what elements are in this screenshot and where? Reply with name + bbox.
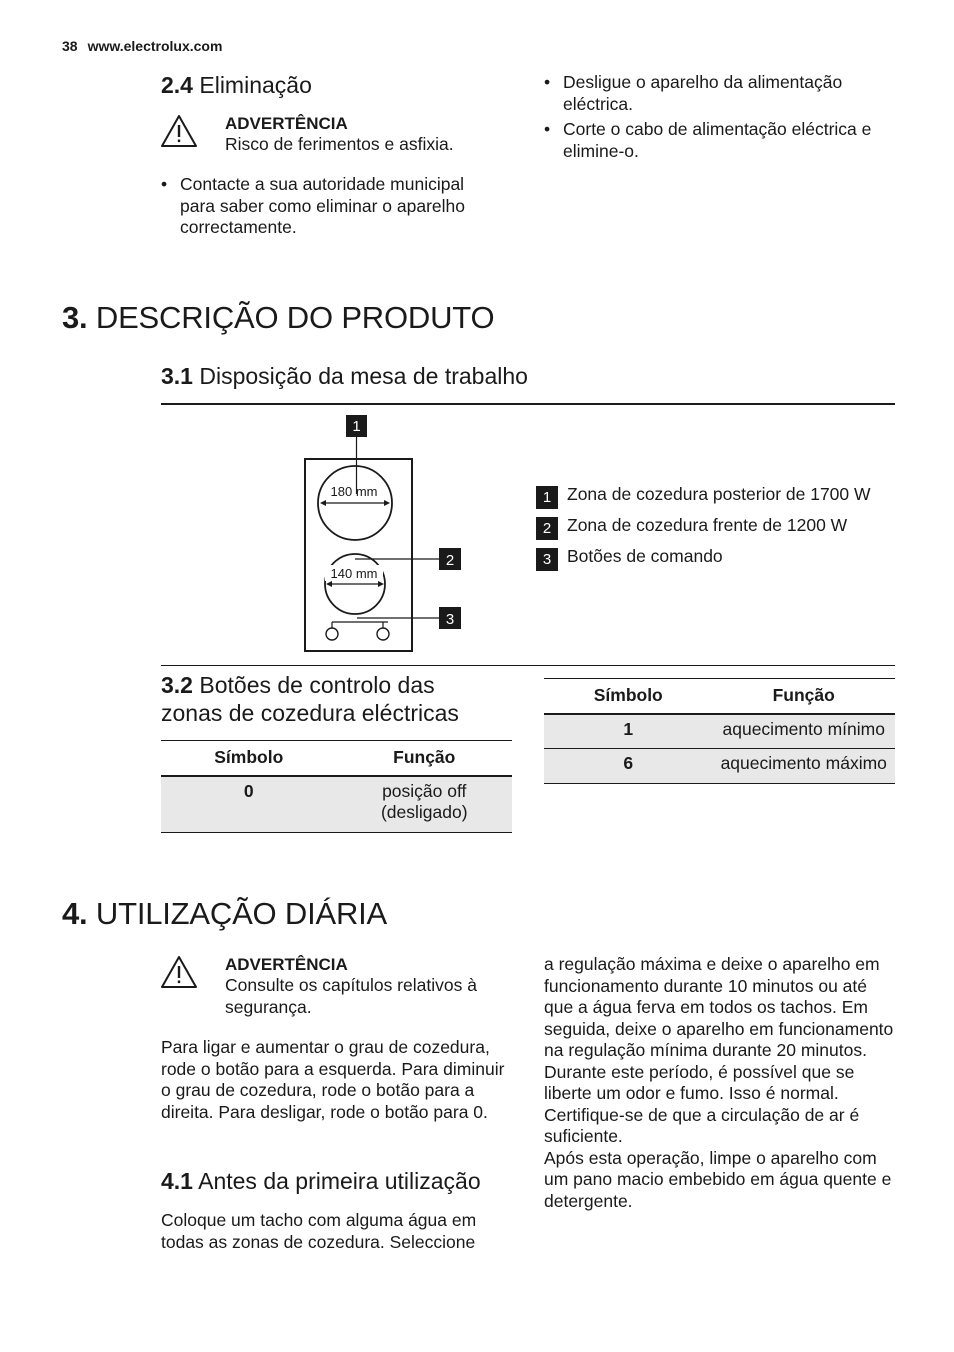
- callout-2: 2: [445, 552, 455, 569]
- warning-text: Consulte os capítulos relativos à segurança.: [225, 975, 477, 1017]
- warning-text: Risco de ferimentos e asfixia.: [225, 134, 454, 154]
- chapter-number: 4.: [62, 896, 88, 931]
- cell-function: posição off (desligado): [380, 780, 468, 822]
- table-header-row: [161, 741, 512, 776]
- section-2-4-heading: [161, 72, 312, 99]
- section-number: 4.1: [161, 1168, 193, 1194]
- callout-3: 3: [445, 611, 455, 628]
- chapter-3-heading: [62, 300, 494, 336]
- dimension-label-front: 140 mm: [330, 566, 378, 581]
- controls-table-right: [544, 678, 895, 784]
- callout-1: 1: [352, 418, 361, 435]
- cell-symbol: 1: [623, 718, 634, 739]
- intro-paragraph: Para ligar e aumentar o grau de cozedura, rode o botão para a esquerda. Para diminuir o grau de cozedura, rode o botão para a direita. Para desligar, rode o botão para 0.: [161, 1037, 505, 1122]
- warning-title: ADVERTÊNCIA: [225, 114, 348, 133]
- legend-number: 3: [536, 548, 558, 571]
- controls-table-left: [161, 740, 512, 833]
- cell-function: aquecimento máximo: [720, 753, 887, 773]
- section-4-1-heading: [161, 1168, 481, 1195]
- chapter-number: 3.: [62, 300, 88, 335]
- warning-icon: [159, 954, 199, 990]
- warning-icon: [159, 113, 199, 149]
- section-title: Disposição da mesa de trabalho: [199, 363, 528, 389]
- list-item: • Contacte a sua autoridade municipal para saber como eliminar o aparelho correctamente.: [161, 174, 501, 239]
- page-header: [62, 38, 222, 54]
- legend-item: [536, 484, 886, 509]
- page-number: 38: [62, 38, 78, 54]
- hob-diagram: [295, 412, 475, 660]
- section-number: 3.1: [161, 363, 193, 389]
- paragraph-left: Coloque um tacho com alguma água em todas as zonas de cozedura. Seleccione: [161, 1210, 477, 1252]
- paragraph-right: [544, 954, 896, 1212]
- diagram-legend: [536, 484, 886, 577]
- site-url[interactable]: www.electrolux.com: [87, 38, 223, 54]
- list-item: • Corte o cabo de alimentação eléctrica e elimine-o.: [544, 119, 899, 162]
- table-header-row: [544, 679, 895, 714]
- bullet-list-left: [161, 174, 501, 239]
- warning-block: [225, 113, 505, 156]
- column-header-symbol: Símbolo: [214, 747, 284, 767]
- legend-text: Zona de cozedura frente de 1200 W: [567, 515, 848, 535]
- cell-symbol: 0: [243, 780, 254, 801]
- bullet-list-right: [544, 72, 899, 162]
- table-row: [161, 776, 512, 833]
- section-title: Botões de controlo das zonas de cozedura eléctricas: [161, 672, 459, 726]
- legend-number: 1: [536, 486, 558, 509]
- legend-item: [536, 515, 886, 540]
- chapter-title: UTILIZAÇÃO DIÁRIA: [95, 896, 388, 931]
- warning-title: ADVERTÊNCIA: [225, 955, 348, 974]
- legend-text: Zona de cozedura posterior de 1700 W: [567, 484, 871, 504]
- section-title: Eliminação: [199, 72, 312, 98]
- table-row: [544, 714, 895, 749]
- legend-item: [536, 546, 886, 571]
- section-number: 3.2: [161, 672, 193, 698]
- legend-text: Botões de comando: [567, 546, 723, 566]
- warning-block: [225, 954, 510, 1018]
- section-title: Antes da primeira utilização: [198, 1168, 481, 1194]
- section-3-1-heading: [161, 363, 528, 390]
- knob-right: [377, 628, 389, 640]
- column-header-symbol: Símbolo: [593, 685, 663, 705]
- cell-symbol: 6: [623, 753, 634, 773]
- chapter-title: DESCRIÇÃO DO PRODUTO: [95, 300, 495, 335]
- chapter-4-heading: [62, 896, 387, 932]
- table-row: [544, 749, 895, 784]
- section-divider: [161, 403, 895, 405]
- list-item: • Desligue o aparelho da alimentação eléctrica.: [544, 72, 899, 115]
- column-header-function: Função: [772, 685, 835, 705]
- section-3-2-heading: [161, 671, 501, 727]
- section-number: 2.4: [161, 72, 193, 98]
- dimension-label-rear: 180 mm: [330, 484, 378, 499]
- paragraph-right-part-1: a regulação máxima e deixe o aparelho em funcionamento durante 10 minutos ou até que a água ferva em todos os tachos. Em seguida, deixe o aparelho em funcionamento na regulação mínima durante 20 minutos. Durante este período, é possível que se liberte um odor e fumo. Isso é normal. Certifique-se de que a circulação de ar é suficiente.: [544, 954, 894, 1146]
- column-header-function: Função: [393, 747, 456, 767]
- legend-number: 2: [536, 517, 558, 540]
- knob-left: [326, 628, 338, 640]
- cell-function: aquecimento mínimo: [722, 718, 885, 739]
- paragraph-right-part-2: Após esta operação, limpe o aparelho com um pano macio embebido em água quente e detergente.: [544, 1147, 892, 1211]
- section-divider: [161, 665, 895, 666]
